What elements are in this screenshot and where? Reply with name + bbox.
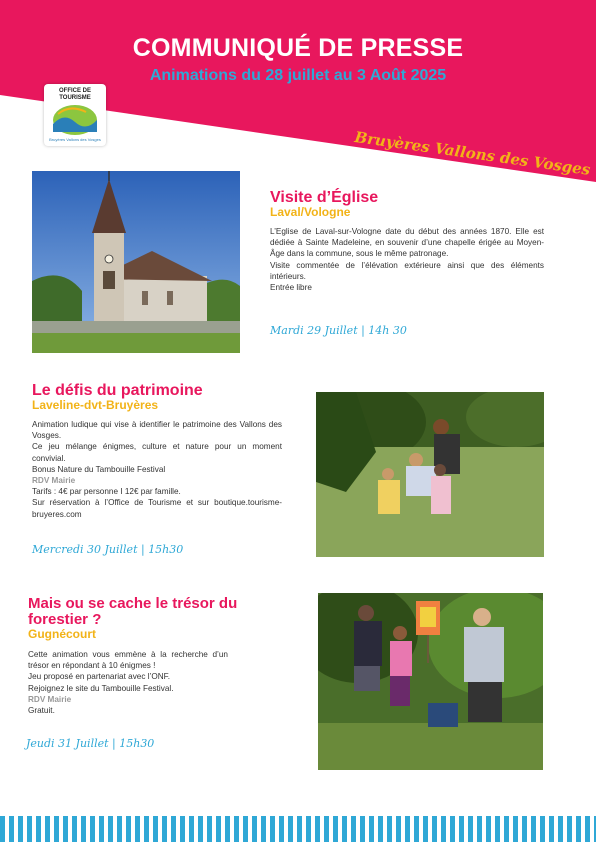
event-description	[270, 226, 544, 293]
treasure-hunt-photo	[318, 593, 543, 770]
event-meeting-point: RDV Mairie	[28, 694, 72, 704]
event-paragraph: Visite commentée de l’élévation extérieure ainsi que des éléments intérieurs.	[270, 260, 544, 281]
event-paragraph: Jeu proposé en partenariat avec l’ONF.	[28, 672, 170, 682]
event-description	[28, 649, 228, 716]
footer-stripes	[0, 816, 596, 842]
event-place: Gugnécourt	[28, 627, 96, 641]
event-paragraph: Cette animation vous emmène à la recherche d’un trésor en répondant à 10 énigmes !	[28, 650, 228, 671]
event-date: Mardi 29 Juillet | 14h 30	[270, 324, 407, 337]
event-paragraph: Bonus Nature du Tambouille Festival	[32, 464, 166, 474]
event-title: Le défis du patrimoine	[32, 382, 203, 399]
logo-subtext: Bruyères Vallons des Vosges	[49, 137, 101, 142]
event-meeting-point: RDV Mairie	[32, 476, 76, 486]
event-paragraph: Ce jeu mélange énigmes, culture et nature pour un moment convivial.	[32, 442, 282, 463]
church-photo	[32, 171, 240, 353]
event-paragraph: Gratuit.	[28, 706, 55, 716]
event-paragraph: Animation ludique qui vise à identifier le patrimoine des Vallons des Vosges.	[32, 420, 282, 441]
event-paragraph: Entrée libre	[270, 283, 312, 293]
event-date: Mercredi 30 Juillet | 15h30	[32, 543, 184, 556]
event-date: Jeudi 31 Juillet | 15h30	[26, 737, 155, 750]
logo-text: OFFICE DE TOURISME	[58, 88, 91, 101]
event-place: Laval/Vologne	[270, 205, 351, 219]
event-title: Mais ou se cache le trésor du forestier ?	[28, 595, 238, 628]
event-paragraph: L’Eglise de Laval-sur-Vologne date du début des années 1870. Elle est dédiée à Sainte Madeleine, en souvenir d’une chapelle érigée au Moyen-Âge dans la commune, sous le même patronage.	[270, 227, 544, 259]
page-subtitle: Animations du 28 juillet au 3 Août 2025	[149, 67, 447, 84]
logo-landscape-icon	[50, 102, 100, 136]
event-title: Visite d’Église	[270, 189, 379, 206]
office-tourisme-logo[interactable]	[44, 84, 106, 146]
event-paragraph: Rejoignez le site du Tambouille Festival.	[28, 683, 174, 693]
event-description	[32, 419, 282, 520]
brand-tagline: Bruyères Vallons des Vosges	[353, 128, 592, 179]
event-paragraph: Sur réservation à l’Office de Tourisme et sur boutique.tourisme-bruyeres.com	[32, 498, 282, 519]
children-game-photo	[316, 392, 544, 557]
page-title: COMMUNIQUÉ DE PRESSE	[132, 34, 464, 62]
event-paragraph: Tarifs : 4€ par personne I 12€ par famille.	[32, 487, 181, 497]
event-place: Laveline-dvt-Bruyères	[32, 398, 159, 412]
